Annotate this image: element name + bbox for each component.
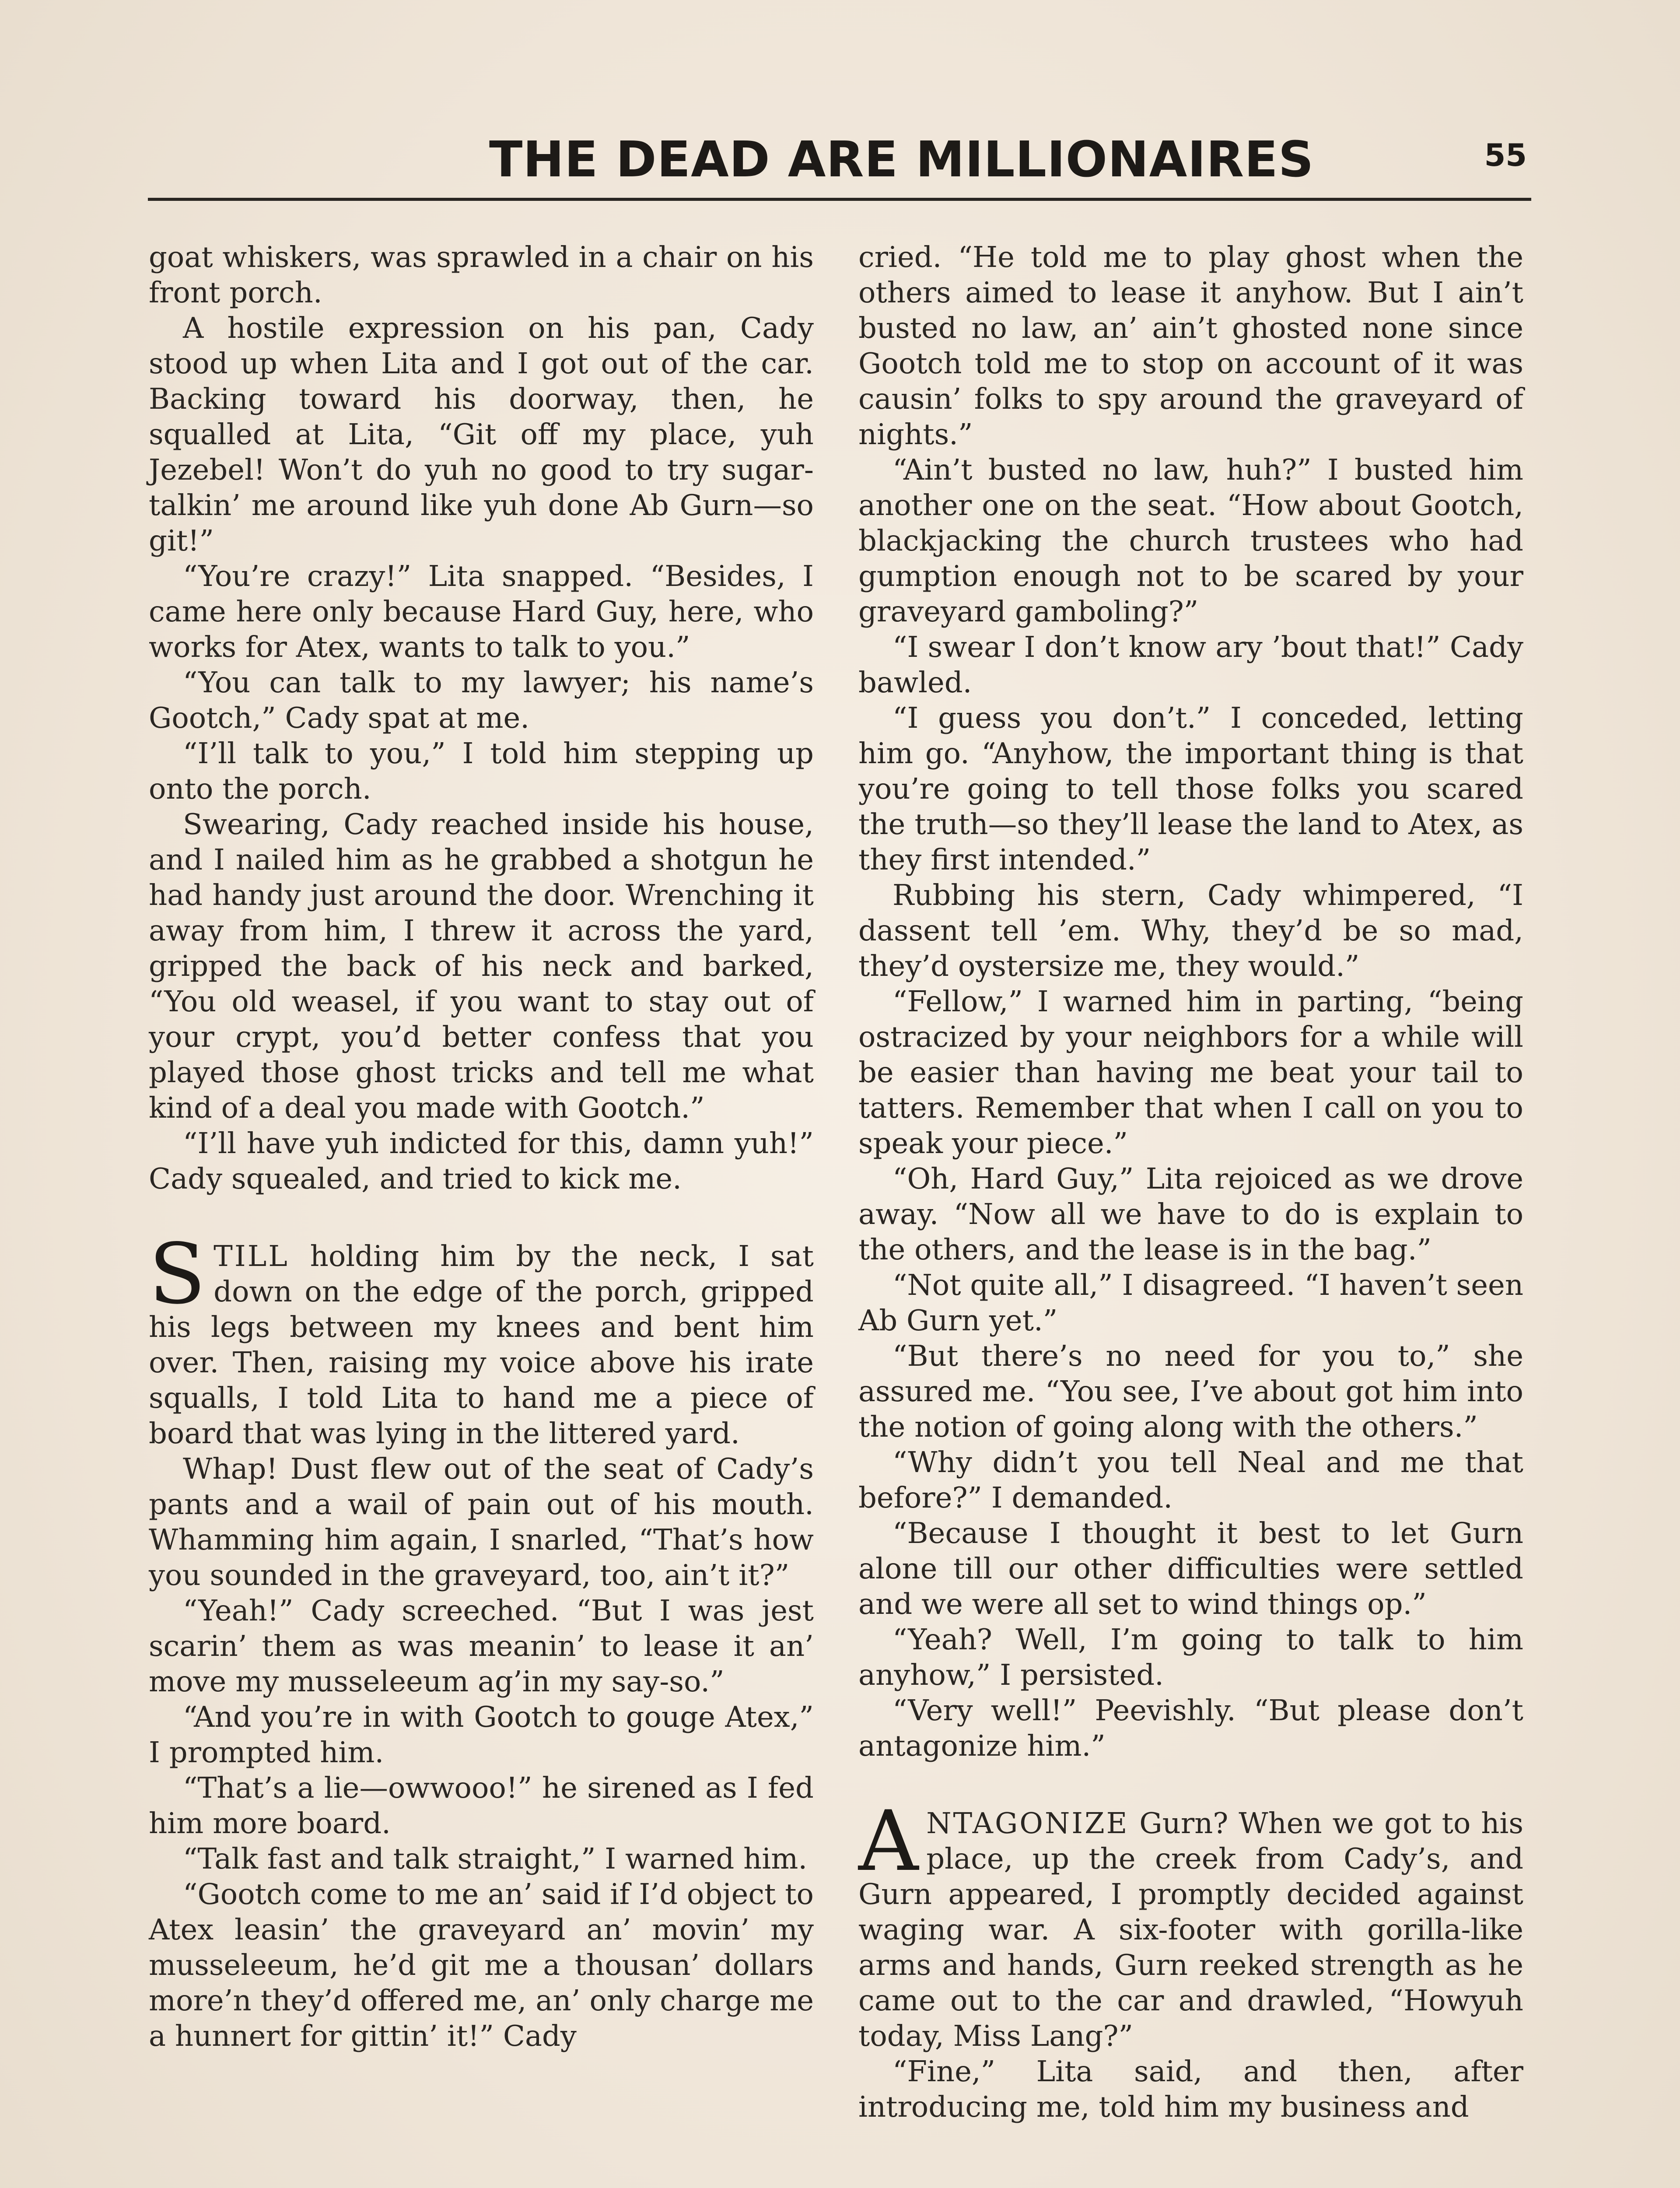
paragraph: “Yeah? Well, I’m going to talk to him anyhow,” I persisted. <box>858 1623 1523 1692</box>
paragraph: “Talk fast and talk straight,” I warned him. <box>183 1842 808 1876</box>
paragraph: “I swear I don’t know ary ’bout that!” Cady bawled. <box>858 631 1523 699</box>
right-column <box>858 240 1523 2125</box>
header-rule <box>148 198 1531 201</box>
paragraph: “But there’s no need for you to,” she assured me. “You see, I’ve about got him into the notion of going along with the others.” <box>858 1339 1523 1444</box>
paragraph: “Ain’t busted no law, huh?” I busted him another one on the seat. “How about Gootch, blackjacking the church trustees who had gumption enough not to be scared by your graveyard gamboling?” <box>858 453 1523 628</box>
paragraph: “I’ll talk to you,” I told him stepping up onto the porch. <box>149 737 814 806</box>
left-column <box>149 240 814 2054</box>
paragraph: “Fine,” Lita said, and then, after introducing me, told him my business and <box>858 2055 1523 2124</box>
paragraph: “Gootch come to me an’ said if I’d object to Atex leasin’ the graveyard an’ movin’ my musseleeum, he’d git me a thousan’ dollars more’n they’d offered me, an’ only charge me a hunnert for gittin’ it!” Cady <box>149 1878 814 2053</box>
paragraph: goat whiskers, was sprawled in a chair on his front porch. <box>149 241 814 309</box>
paragraph-text: holding him by the neck, I sat down on the edge of the porch, gripped his legs between my knees and bent him over. Then, raising my voice above his irate squalls, I told Lita to hand me a piece of board that was lying in the littered yard. <box>149 1240 814 1450</box>
drop-cap: S <box>149 1226 206 1322</box>
small-caps-lead: NTAGONIZE <box>926 1807 1129 1840</box>
small-caps-lead: TILL <box>214 1240 289 1273</box>
paragraph: “Oh, Hard Guy,” Lita rejoiced as we drove away. “Now all we have to do is explain to the others, and the lease is in the bag.” <box>858 1162 1523 1266</box>
drop-cap: A <box>858 1793 919 1890</box>
paragraph: “Because I thought it best to let Gurn alone till our other difficulties were settled and we were all set to wind things op.” <box>858 1517 1523 1621</box>
paragraph: “Yeah!” Cady screeched. “But I was jest scarin’ them as was meanin’ to lease it an’ move my musseleeum ag’in my say-so.” <box>149 1594 814 1698</box>
paragraph: “Very well!” Peevishly. “But please don’t antagonize him.” <box>858 1694 1523 1763</box>
paragraph: “You can talk to my lawyer; his name’s Gootch,” Cady spat at me. <box>149 666 814 735</box>
paragraph: Swearing, Cady reached inside his house, and I nailed him as he grabbed a shotgun he had handy just around the door. Wrenching it away from him, I threw it across the yard, gripped the back of his neck and barked, “You old weasel, if you want to stay out of your crypt, you’d better confess that you played those ghost tricks and tell me what kind of a deal you made with Gootch.” <box>149 808 814 1125</box>
page-header <box>148 127 1531 193</box>
paragraph: A hostile expression on his pan, Cady stood up when Lita and I got out of the car. Backing toward his doorway, then, he squalled at Lita, “Git off my place, yuh Jezebel! Won’t do yuh no good to try sugar-talkin’ me around like yuh done Ab Gurn—so git!” <box>149 312 814 558</box>
paragraph: “You’re crazy!” Lita snapped. “Besides, I came here only because Hard Guy, here, who works for Atex, wants to talk to you.” <box>149 560 814 664</box>
paragraph: “Not quite all,” I disagreed. “I haven’t seen Ab Gurn yet.” <box>858 1269 1523 1337</box>
paragraph-text: Gurn? When we got to his place, up the creek from Cady’s, and Gurn appeared, I promptly decided against waging war. A six-footer with gorilla-like arms and hands, Gurn reeked strength as he came out to the car and drawled, “Howyuh today, Miss Lang?” <box>858 1807 1523 2053</box>
page-number: 55 <box>1484 137 1527 173</box>
paragraph: Rubbing his stern, Cady whimpered, “I dassent tell ’em. Why, they’d be so mad, they’d oystersize me, they would.” <box>858 879 1523 983</box>
paragraph: “Fellow,” I warned him in parting, “being ostracized by your neighbors for a while will be easier than having me beat your tail to tatters. Remember that when I call on you to speak your piece.” <box>858 985 1523 1160</box>
section-opening-paragraph <box>858 1793 1523 2054</box>
paragraph: “I guess you don’t.” I conceded, letting him go. “Anyhow, the important thing is that you’re going to tell those folks you scared the truth—so they’ll lease the land to Atex, as they first intended.” <box>858 701 1523 877</box>
paragraph: “And you’re in with Gootch to gouge Atex,” I prompted him. <box>149 1701 814 1769</box>
paragraph: Whap! Dust flew out of the seat of Cady’s pants and a wail of pain out of his mouth. Whamming him again, I snarled, “That’s how you sounded in the graveyard, too, ain’t it?” <box>149 1452 814 1592</box>
paragraph: “Why didn’t you tell Neal and me that before?” I demanded. <box>858 1446 1523 1515</box>
running-title: THE DEAD ARE MILLIONAIRES <box>489 131 1314 188</box>
paragraph: cried. “He told me to play ghost when the others aimed to lease it anyhow. But I ain’t busted no law, an’ ain’t ghosted none since Gootch told me to stop on account of it was causin’ folks to spy around the graveyard of nights.” <box>858 241 1523 451</box>
section-opening-paragraph <box>149 1226 814 1452</box>
paragraph: “That’s a lie—owwooo!” he sirened as I fed him more board. <box>149 1771 814 1840</box>
paragraph: “I’ll have yuh indicted for this, damn yuh!” Cady squealed, and tried to kick me. <box>149 1127 814 1196</box>
